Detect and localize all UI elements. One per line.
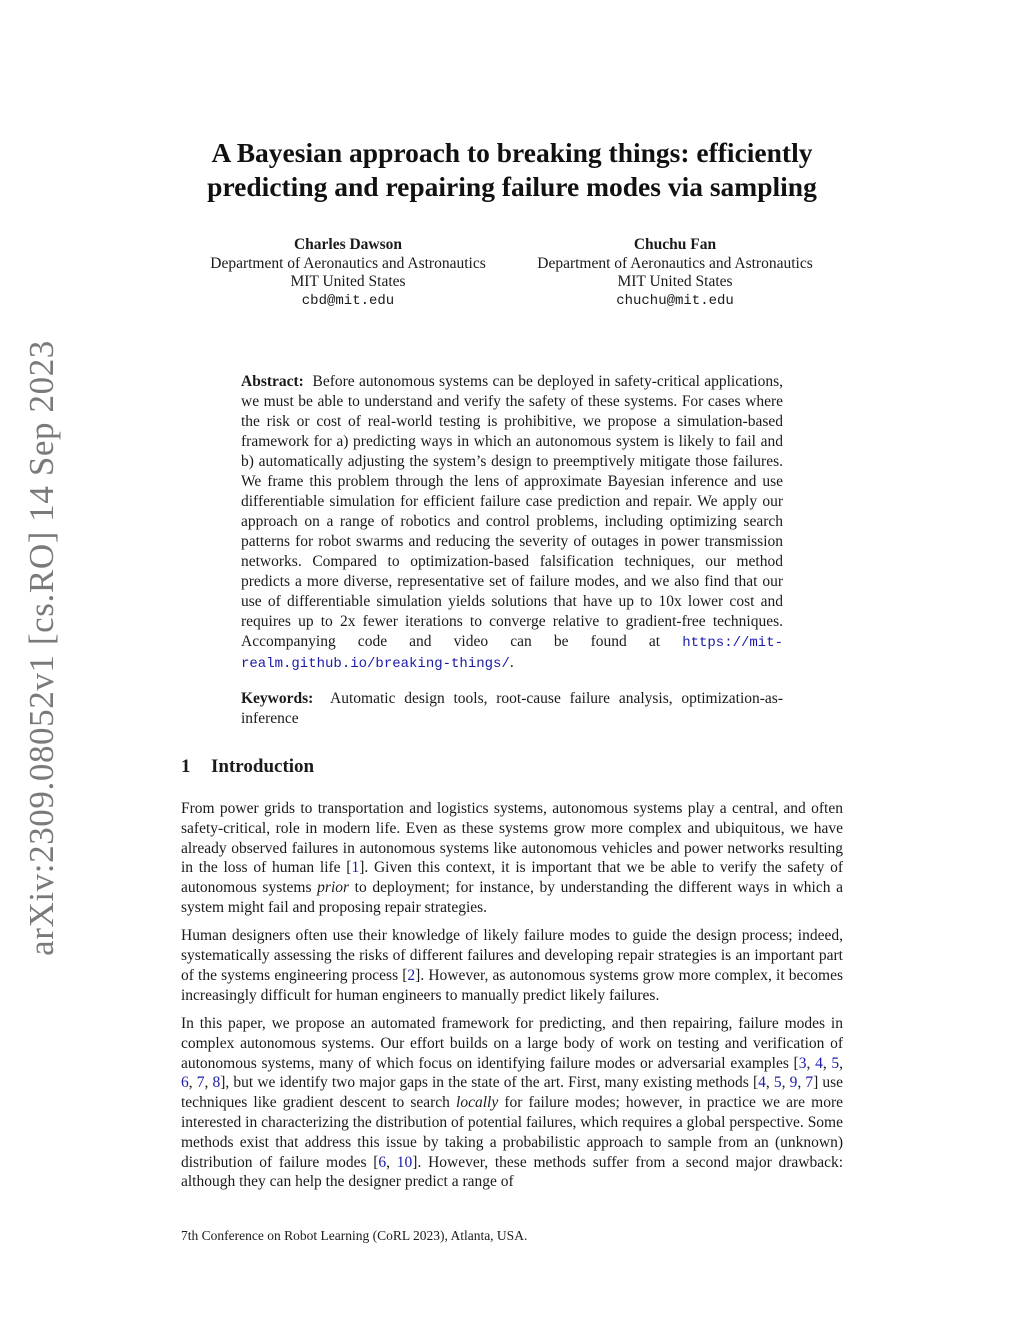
citation-link[interactable]: 6 [378, 1153, 387, 1171]
citation-link[interactable]: 4 [758, 1074, 766, 1092]
arxiv-identifier: arXiv:2309.08052v1 [cs.RO] 14 Sep 2023 [22, 340, 61, 956]
section-heading [181, 755, 314, 779]
citation-link[interactable]: 10 [396, 1153, 413, 1171]
author-affiliation: Department of Aeronautics and Astronautics [537, 254, 813, 272]
keywords [241, 689, 783, 729]
citation-link[interactable]: 5 [773, 1074, 782, 1092]
conference-footer: 7th Conference on Robot Learning (CoRL 2023), Atlanta, USA. [181, 1228, 528, 1243]
abstract-label: Abstract: [241, 373, 304, 390]
author-email[interactable]: chuchu@mit.edu [616, 292, 734, 309]
citation-link[interactable]: 8 [212, 1074, 221, 1092]
paper-title [150, 136, 874, 204]
citation-link[interactable]: 2 [407, 966, 416, 984]
author-email[interactable]: cbd@mit.edu [301, 292, 395, 309]
emphasis: prior [317, 879, 350, 897]
author-block-2 [510, 236, 840, 310]
title-line-1: A Bayesian approach to breaking things: efficiently [211, 137, 813, 168]
citation-link[interactable]: 9 [789, 1074, 798, 1092]
keywords-text: Automatic design tools, root-cause failure analysis, optimization-as-inference [241, 690, 783, 727]
paragraph: Human designers often use their knowledge of likely failure modes to guide the design process; indeed, systematically assessing the risks of different failures and developing repair strategies is an important part of the systems engineering process [2]. However, as autonomous systems grow more complex, it becomes increasingly difficult for human engineers to manually predict likely failures. [181, 927, 843, 1004]
section-title: Introduction [211, 756, 315, 777]
author-institution: MIT United States [290, 273, 406, 290]
citation-link[interactable]: 4 [815, 1054, 823, 1072]
citation-link[interactable]: 1 [351, 859, 360, 877]
project-link[interactable]: https://mit-realm.github.io/breaking-things/ [241, 635, 784, 672]
author-name: Chuchu Fan [633, 236, 717, 253]
keywords-label: Keywords: [241, 690, 314, 707]
citation-link[interactable]: 6 [181, 1074, 189, 1092]
author-institution: MIT United States [617, 273, 733, 290]
paragraph: From power grids to transportation and logistics systems, autonomous systems play a central, and often safety-critical, role in modern life. Even as these systems grow more complex and ubiquitous, we have already observed failures in autonomous systems like autonomous vehicles and power networks resulting in the loss of human life [1]. Given this context, it is important that we be able to verify the safety of autonomous systems prior to deployment; for instance, by understanding the different ways in which a system might fail and proposing repair strategies. [181, 800, 843, 916]
citation-link[interactable]: 3 [798, 1054, 807, 1072]
paragraph: In this paper, we propose an automated framework for predicting, and then repairing, failure modes in complex autonomous systems. Our effort builds on a large body of work on testing and verification of autonomous systems, many of which focus on identifying failure modes or adversarial examples [3, 4, 5, 6, 7, 8], but we identify two major gaps in the state of the art. First, many existing methods [4, 5, 9, 7] use techniques like gradient descent to search locally for failure modes; however, in practice we are more interested in characterizing the distribution of potential failures, which requires a global perspective. Some methods exist that address this issue by taking a probabilistic approach to sample from an (unknown) distribution of failure modes [6, 10]. However, these methods suffer from a second major drawback: although they can help the designer predict a range of [181, 1014, 844, 1191]
citation-link[interactable]: 7 [805, 1074, 814, 1092]
emphasis: locally [456, 1094, 499, 1112]
citation-link[interactable]: 7 [196, 1074, 205, 1092]
introduction-body [181, 799, 843, 1201]
section-number: 1 [181, 756, 191, 777]
title-line-2: predicting and repairing failure modes via sampling [207, 171, 817, 202]
author-block-1 [183, 236, 513, 310]
abstract [241, 372, 783, 674]
author-affiliation: Department of Aeronautics and Astronautics [210, 254, 486, 272]
abstract-text: Before autonomous systems can be deployed in safety-critical applications, we must be able to understand and verify the safety of these systems. For cases where the risk or cost of real-world testing is prohibitive, we propose a simulation-based framework for a) predicting ways in which an autonomous system is likely to fail and b) automatically adjusting the system’s design to preemptively mitigate those failures. We frame this problem through the lens of approximate Bayesian inference and use differentiable simulation for efficient failure case prediction and repair. We apply our approach on a range of robotics and control problems, including optimizing search patterns for robot swarms and reducing the severity of outages in power transmission networks. Compared to optimization-based falsification techniques, our method predicts a more diverse, representative set of failure modes, and we also find that our use of differentiable simulation yields solutions that have up to 10x lower cost and requires up to 2x fewer iterations to converge relative to gradient-free techniques. Accompanying code and video can be found at [241, 373, 784, 650]
abstract-end: . [509, 654, 514, 671]
author-name: Charles Dawson [293, 236, 403, 253]
citation-link[interactable]: 5 [831, 1054, 840, 1072]
